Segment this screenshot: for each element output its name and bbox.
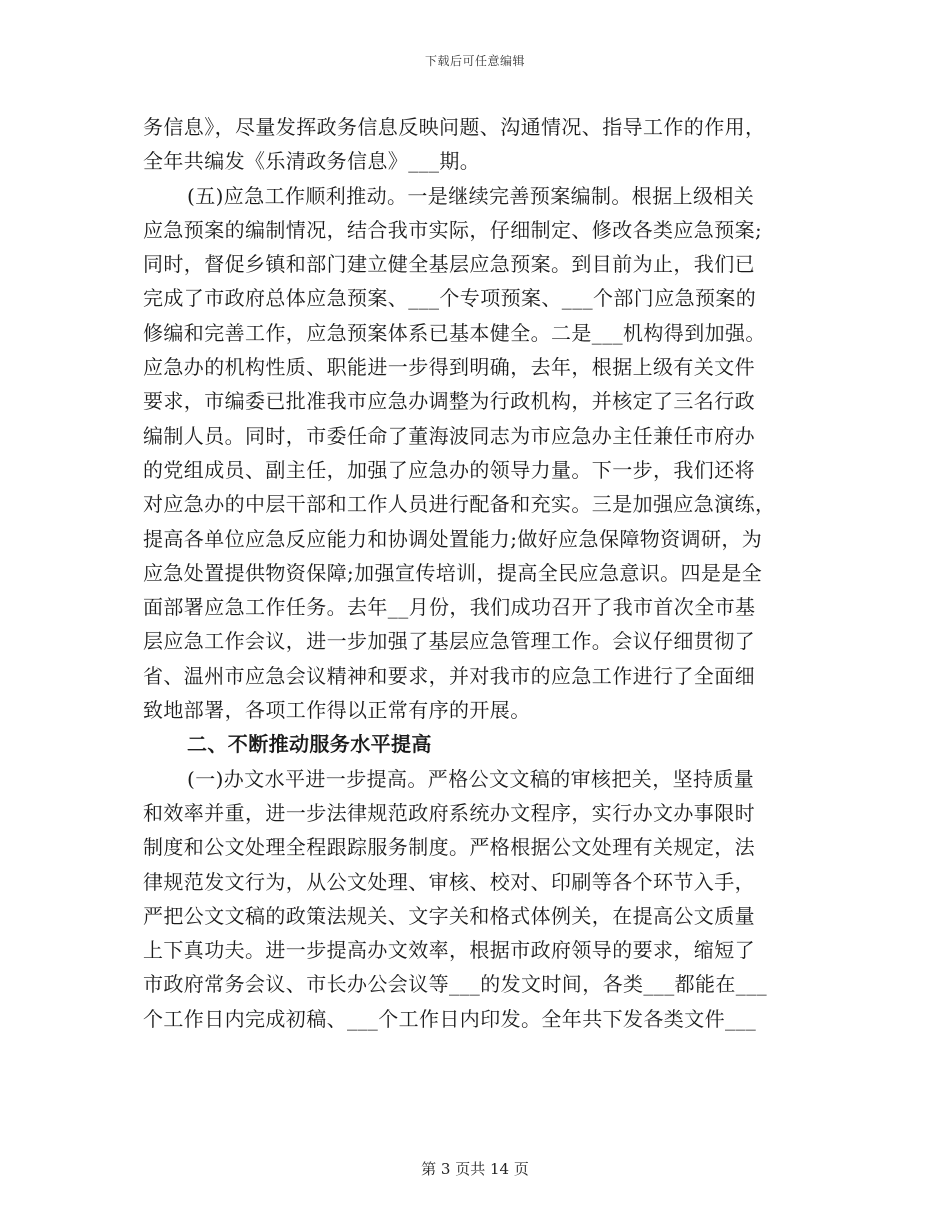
paragraph-line: 全年共编发《乐清政务信息》___期。 [143, 149, 481, 174]
paragraph-line: 和效率并重，进一步法律规范政府系统办文程序，实行办文办事限时 [143, 800, 755, 825]
paragraph-line: 省、温州市应急会议精神和要求，并对我市的应急工作进行了全面细 [143, 663, 755, 688]
paragraph-line: 对应急办的中层干部和工作人员进行配备和充实。三是加强应急演练， [143, 492, 776, 517]
page-header: 下载后可任意编辑 [424, 54, 525, 68]
paragraph-line: 应急办的机构性质、职能进一步得到明确，去年，根据上级有关文件 [143, 355, 755, 380]
paragraph-line: 修编和完善工作，应急预案体系已基本健全。二是___机构得到加强。 [143, 320, 766, 345]
paragraph-line: 完成了市政府总体应急预案、___个专项预案、___个部门应急预案的 [143, 286, 757, 311]
paragraph-line: 同时，督促乡镇和部门建立健全基层应急预案。到目前为止，我们已 [143, 252, 755, 277]
paragraph-line: 应急预案的编制情况，结合我市实际，仔细制定、修改各类应急预案; [143, 217, 763, 242]
paragraph-line: 务信息》，尽量发挥政务信息反映问题、沟通情况、指导工作的作用， [143, 115, 766, 139]
document-body [143, 110, 808, 1036]
paragraph-line: 上下真功夫。进一步提高办文效率，根据市政府领导的要求，缩短了 [143, 938, 755, 963]
paragraph-line: 律规范发文行为，从公文处理、审核、校对、印刷等各个环节入手， [143, 869, 755, 894]
paragraph-line: (五)应急工作顺利推动。一是继续完善预案编制。根据上级相关 [187, 183, 755, 208]
paragraph-line: 面部署应急工作任务。去年__月份，我们成功召开了我市首次全市基 [143, 595, 756, 620]
paragraph-line: 制度和公文处理全程跟踪服务制度。严格根据公文处理有关规定，法 [143, 835, 755, 860]
paragraph-line: 提高各单位应急反应能力和协调处置能力;做好应急保障物资调研，为 [143, 526, 763, 551]
paragraph-line: 严把公文文稿的政策法规关、文字关和格式体例关，在提高公文质量 [143, 903, 755, 928]
section-heading: 二、不断推动服务水平提高 [187, 732, 432, 757]
paragraph-line: 的党组成员、副主任，加强了应急办的领导力量。下一步，我们还将 [143, 457, 755, 482]
paragraph-line: 应急处置提供物资保障;加强宣传培训，提高全民应急意识。四是是全 [143, 560, 763, 585]
paragraph-line: 编制人员。同时，市委任命了董海波同志为市应急办主任兼任市府办 [143, 423, 755, 448]
page-number-footer: 第 3 页共 14 页 [421, 1160, 529, 1178]
paragraph-line: 致地部署，各项工作得以正常有序的开展。 [143, 698, 531, 723]
paragraph-line: 市政府常务会议、市长办公会议等___的发文时间，各类___都能在___ [143, 972, 767, 997]
paragraph-line: 个工作日内完成初稿、___个工作日内印发。全年共下发各类文件___ [143, 1006, 757, 1031]
paragraph-line: (一)办文水平进一步提高。严格公文文稿的审核把关，坚持质量 [187, 766, 755, 791]
paragraph-line: 要求，市编委已批准我市应急办调整为行政机构，并核定了三名行政 [143, 389, 755, 414]
paragraph-line: 层应急工作会议，进一步加强了基层应急管理工作。会议仔细贯彻了 [143, 629, 755, 654]
